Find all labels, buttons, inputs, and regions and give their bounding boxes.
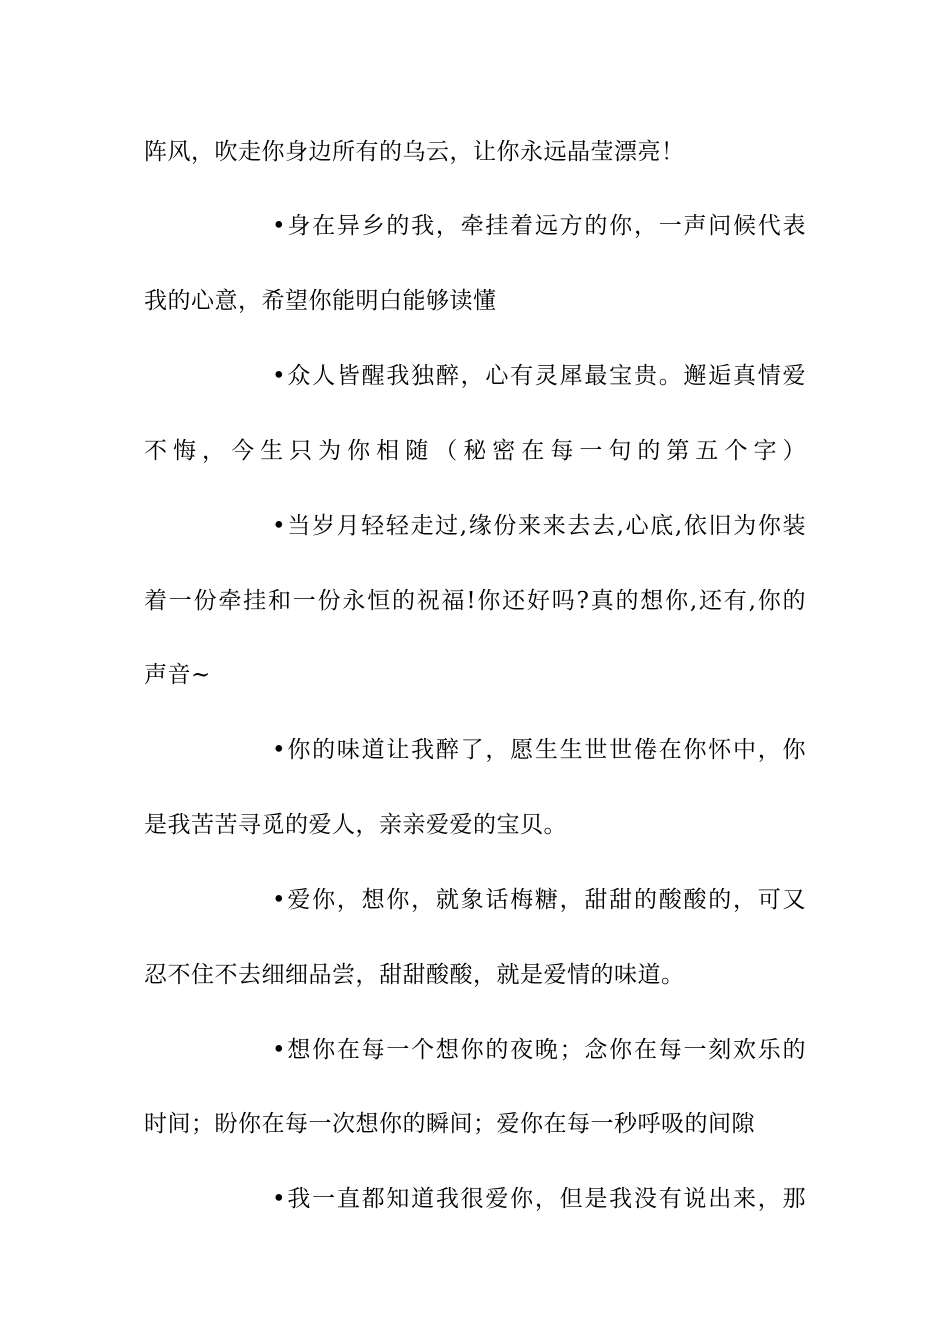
paragraph-line: 是我苦苦寻觅的爱人，亲亲爱爱的宝贝。 [144,812,567,838]
bullet-paragraph-line: •我一直都知道我很爱你，但是我没有说出来，那 [272,1186,806,1212]
paragraph-line: 时间；盼你在每一次想你的瞬间；爱你在每一秒呼吸的间隙 [144,1111,755,1137]
bullet-paragraph-line: •爱你，想你，就象话梅糖，甜甜的酸酸的，可又 [272,887,806,913]
bullet-paragraph-line: •众人皆醒我独醉，心有灵犀最宝贵。邂逅真情爱 [272,363,806,389]
paragraph-line: 不悔，今生只为你相随（秘密在每一句的第五个字） [144,438,806,464]
bullet-paragraph-line: •身在异乡的我，牵挂着远方的你，一声问候代表 [272,213,806,239]
paragraph-line: 忍不住不去细细品尝，甜甜酸酸，就是爱情的味道。 [144,962,685,988]
bullet-paragraph-line: •想你在每一个想你的夜晚；念你在每一刻欢乐的 [272,1037,806,1063]
paragraph-line: 着一份牵挂和一份永恒的祝福!你还好吗?真的想你,还有,你的 [144,588,806,614]
paragraph-line: 阵风，吹走你身边所有的乌云，让你永远晶莹漂亮！ [144,139,685,165]
bullet-paragraph-line: •当岁月轻轻走过,缘份来来去去,心底,依旧为你装 [272,513,806,539]
paragraph-line: 我的心意，希望你能明白能够读懂 [144,288,497,314]
paragraph-line: 声音~ [144,662,211,688]
bullet-paragraph-line: •你的味道让我醉了，愿生生世世倦在你怀中，你 [272,737,806,763]
